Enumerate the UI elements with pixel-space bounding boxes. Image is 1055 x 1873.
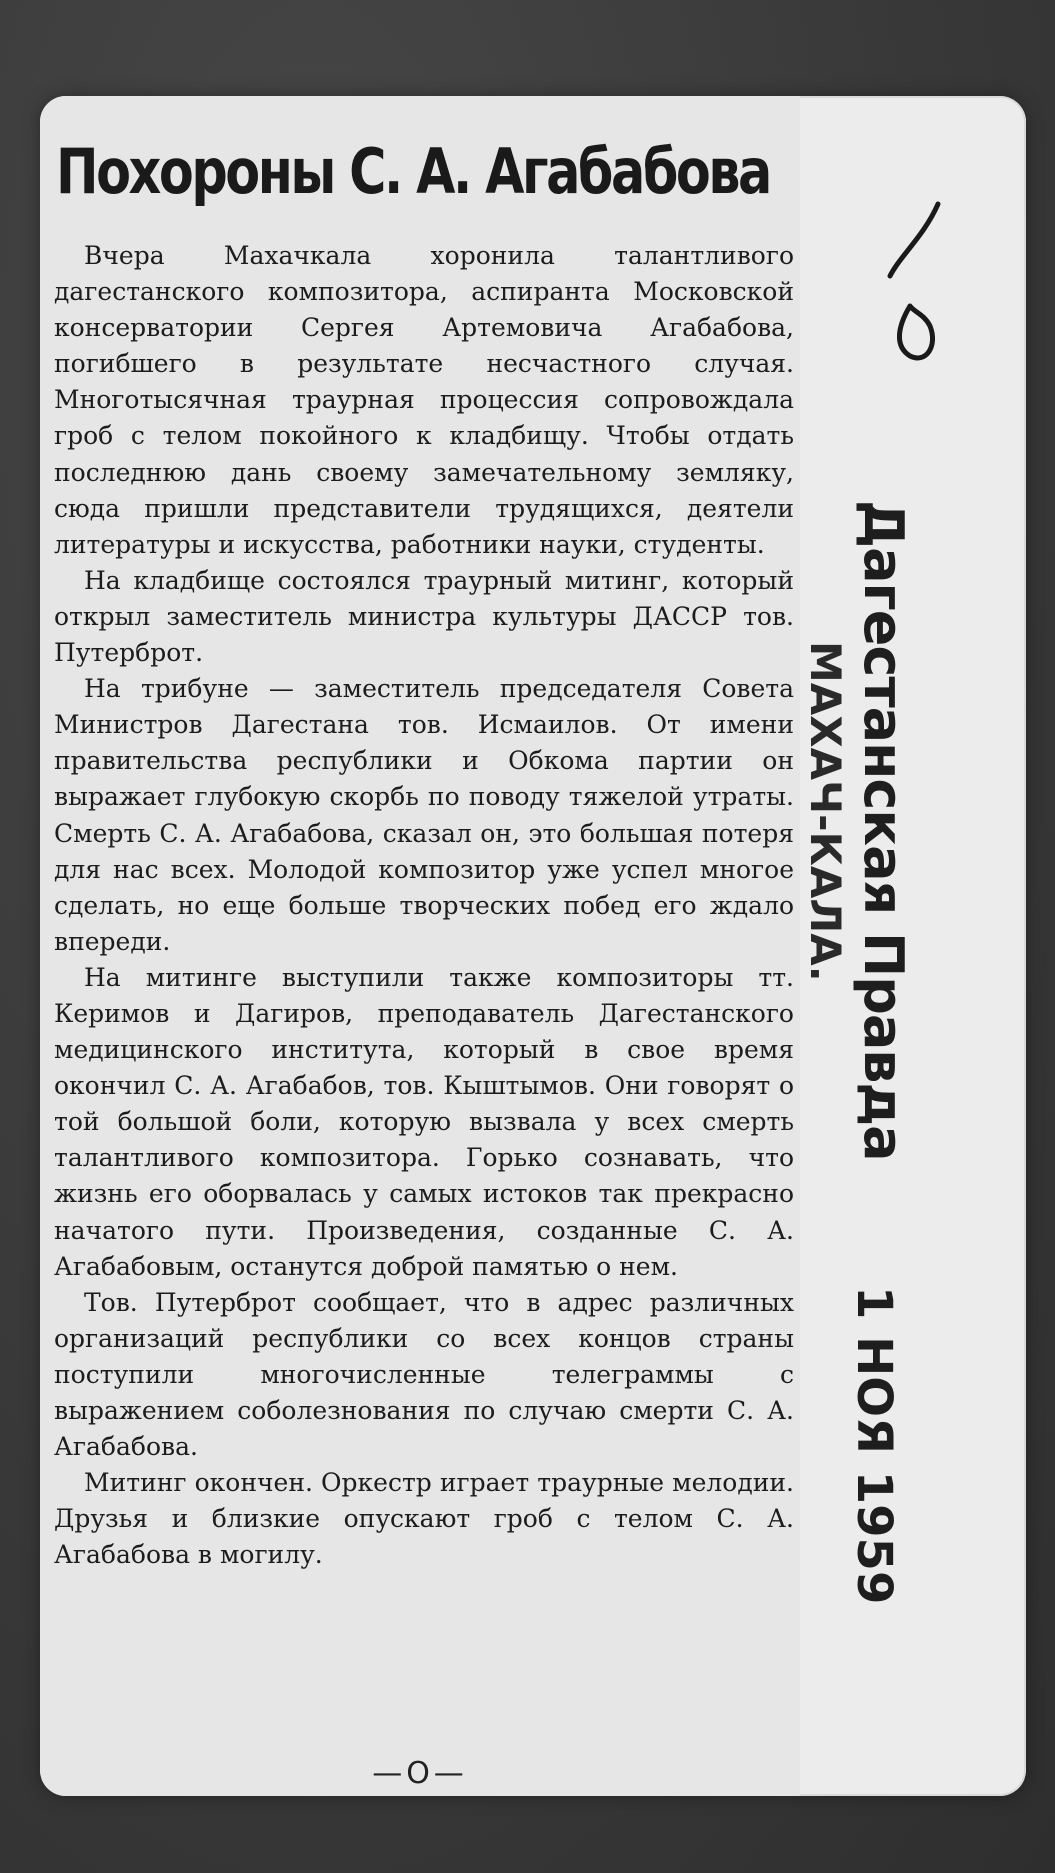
article-paragraph: На митинге выступили также композиторы тт. Керимов и Дагиров, преподаватель Дагестанского медицинского института, который в свое время окончил С. А. Агабабов, тов. Кыштымов. Они говорят о той большой боли, которую вызвала у всех смерть талантливого композитора. Горько сознавать, что жизнь его оборвалась у самых истоков так прекрасно начатого пути. Произведения, созданные С. А. Агабабовым, останутся доброй памятью о нем. bbox=[54, 962, 794, 1281]
handwritten-mark-icon bbox=[880, 196, 960, 366]
article-clipping bbox=[40, 96, 800, 1796]
newspaper-stamp: Дагестанская Правда bbox=[852, 500, 915, 1161]
clipping-card bbox=[40, 96, 1026, 1796]
date-stamp: 1 НОЯ 1959 bbox=[846, 1286, 902, 1605]
article-paragraph: На кладбище состоялся траурный митинг, который открыл заместитель министра культуры ДАССР тов. Путерброт. bbox=[54, 565, 794, 668]
article-headline: Похороны С. А. Агабабова bbox=[56, 135, 770, 208]
article-body bbox=[54, 238, 794, 1573]
city-stamp: МАХАЧ-КАЛА. bbox=[801, 641, 850, 982]
archive-stamp bbox=[800, 96, 1026, 1796]
article-paragraph: Вчера Махачкала хоронила талантливого дагестанского композитора, аспиранта Московской консерватории Сергея Артемовича Агабабова, погибшего в результате несчастного случая. Многотысячная траурная процессия сопровождала гроб с телом покойного к кладбищу. Чтобы отдать последнюю дань своему замечательному земляку, сюда пришли представители трудящихся, деятели литературы и искусства, работники науки, студенты. bbox=[54, 241, 794, 559]
end-ornament: —O— bbox=[372, 1756, 468, 1791]
article-paragraph: Митинг окончен. Оркестр играет траурные мелодии. Друзья и близкие опускают гроб с телом С. А. Агабабова в могилу. bbox=[54, 1468, 794, 1570]
article-paragraph: На трибуне — заместитель председателя Совета Министров Дагестана тов. Исмаилов. От имени правительства республики и Обкома партии он выражает глубокую скорбь по поводу тяжелой утраты. Смерть С. А. Агабабова, сказал он, это большая потеря для нас всех. Молодой композитор уже успел многое сделать, но еще больше творческих побед его ждало впереди. bbox=[54, 674, 794, 956]
article-paragraph: Тов. Путерброт сообщает, что в адрес различных организаций республики со всех концов страны поступили многочисленные телеграммы с выражением соболезнования по случаю смерти С. А. Агабабова. bbox=[54, 1287, 794, 1462]
